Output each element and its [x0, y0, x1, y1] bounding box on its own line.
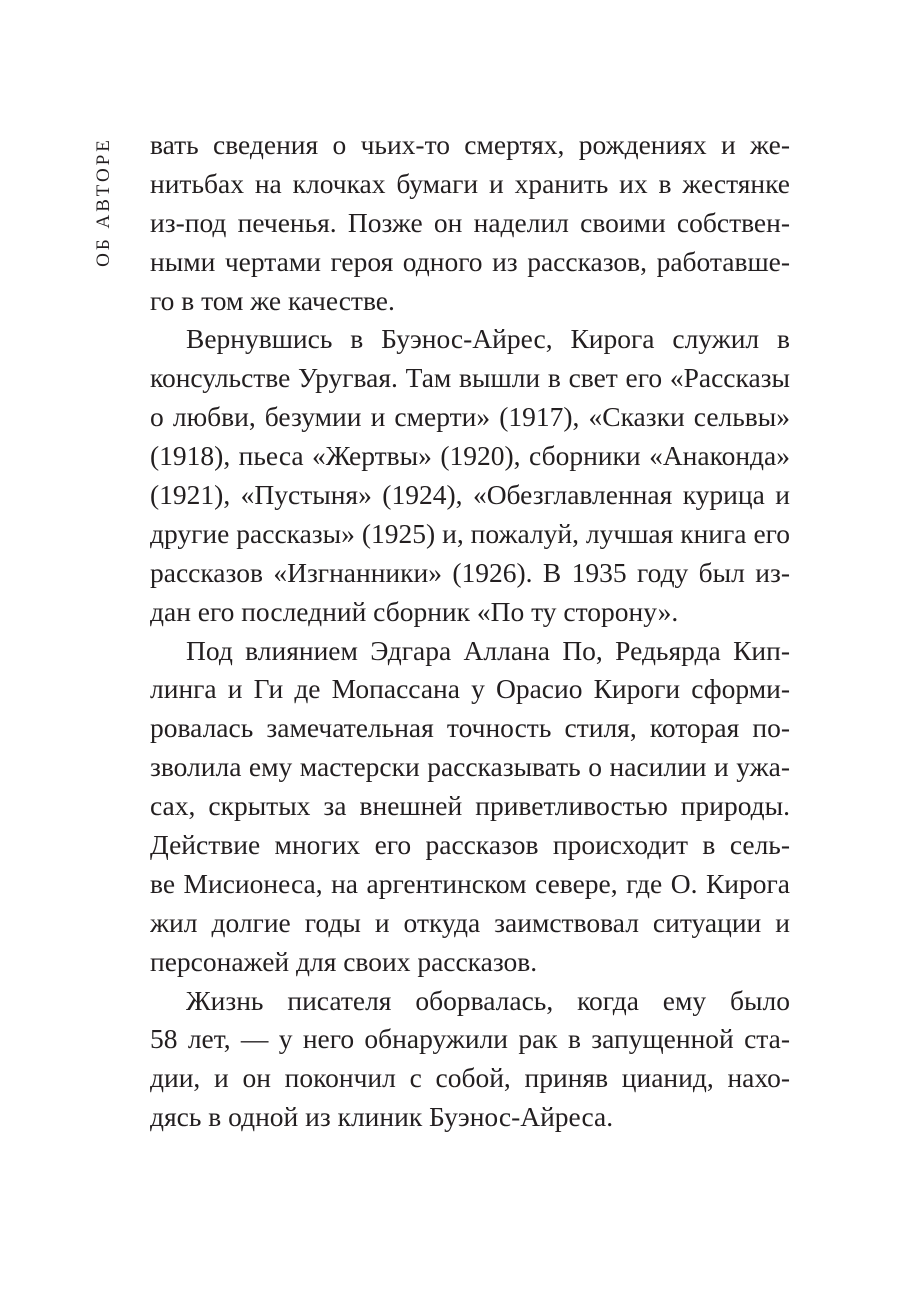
text-line: персонажей для своих рассказов. — [150, 945, 538, 977]
text-line: (1921), «Пустыня» (1924), «Обезглавленная курица и — [150, 479, 790, 511]
text-line: дясь в одной из клиник Буэнос-Айреса. — [150, 1101, 614, 1133]
text-line: зволила ему мастерски рассказывать о насилии и ужа- — [150, 751, 790, 783]
text-line: вать сведения о чьих-то смертях, рождениях и же- — [150, 129, 790, 160]
running-head-label: ОБ АВТОРЕ — [93, 137, 114, 267]
paragraph-4 — [150, 982, 790, 1138]
text-line: Действие многих его рассказов происходит в сель- — [150, 829, 790, 861]
text-line: го в том же качестве. — [150, 284, 395, 316]
text-line: нитьбах на клочках бумаги и хранить их в жестянке — [150, 167, 790, 199]
text-line: о любви, безумии и смерти» (1917), «Сказки сельвы» — [150, 401, 790, 433]
text-line: из-под печенья. Позже он наделил своими собствен- — [150, 206, 790, 238]
text-line: жил долгие годы и откуда заимствовал ситуации и — [150, 906, 790, 938]
text-line: ве Мисионеса, на аргентинском севере, где О. Кирога — [150, 867, 790, 899]
body-text — [150, 126, 790, 1137]
text-line: рассказов «Изгнанники» (1926). В 1935 году был из- — [150, 556, 790, 588]
paragraph-1 — [150, 126, 790, 320]
text-line: Под влиянием Эдгара Аллана По, Редьярда Кип- — [186, 634, 790, 666]
text-line: Вернувшись в Буэнос-Айрес, Кирога служил в — [186, 323, 790, 355]
paragraph-2 — [150, 320, 790, 631]
text-line: (1918), пьеса «Жертвы» (1920), сборники «Анаконда» — [150, 440, 790, 472]
text-line: Жизнь писателя оборвалась, когда ему было — [186, 984, 790, 1016]
paragraph-3 — [150, 632, 790, 982]
text-line: линга и Ги де Мопассана у Орасио Кироги сформи- — [150, 673, 790, 705]
text-line: другие рассказы» (1925) и, пожалуй, лучшая книга его — [150, 517, 790, 549]
text-line: консульстве Уругвая. Там вышли в свет его «Рассказы — [150, 362, 790, 394]
text-line: сах, скрытых за внешней приветливостью природы. — [150, 790, 790, 822]
running-head — [90, 132, 118, 272]
text-line: ными чертами героя одного из рассказов, работавше- — [150, 245, 790, 277]
text-line: 58 лет, — у него обнаружили рак в запущенной ста- — [150, 1023, 790, 1055]
text-line: ровалась замечательная точность стиля, которая по- — [150, 712, 790, 744]
text-line: дии, и он покончил с собой, приняв цианид, нахо- — [150, 1062, 790, 1094]
text-line: дан его последний сборник «По ту сторону». — [150, 595, 679, 627]
